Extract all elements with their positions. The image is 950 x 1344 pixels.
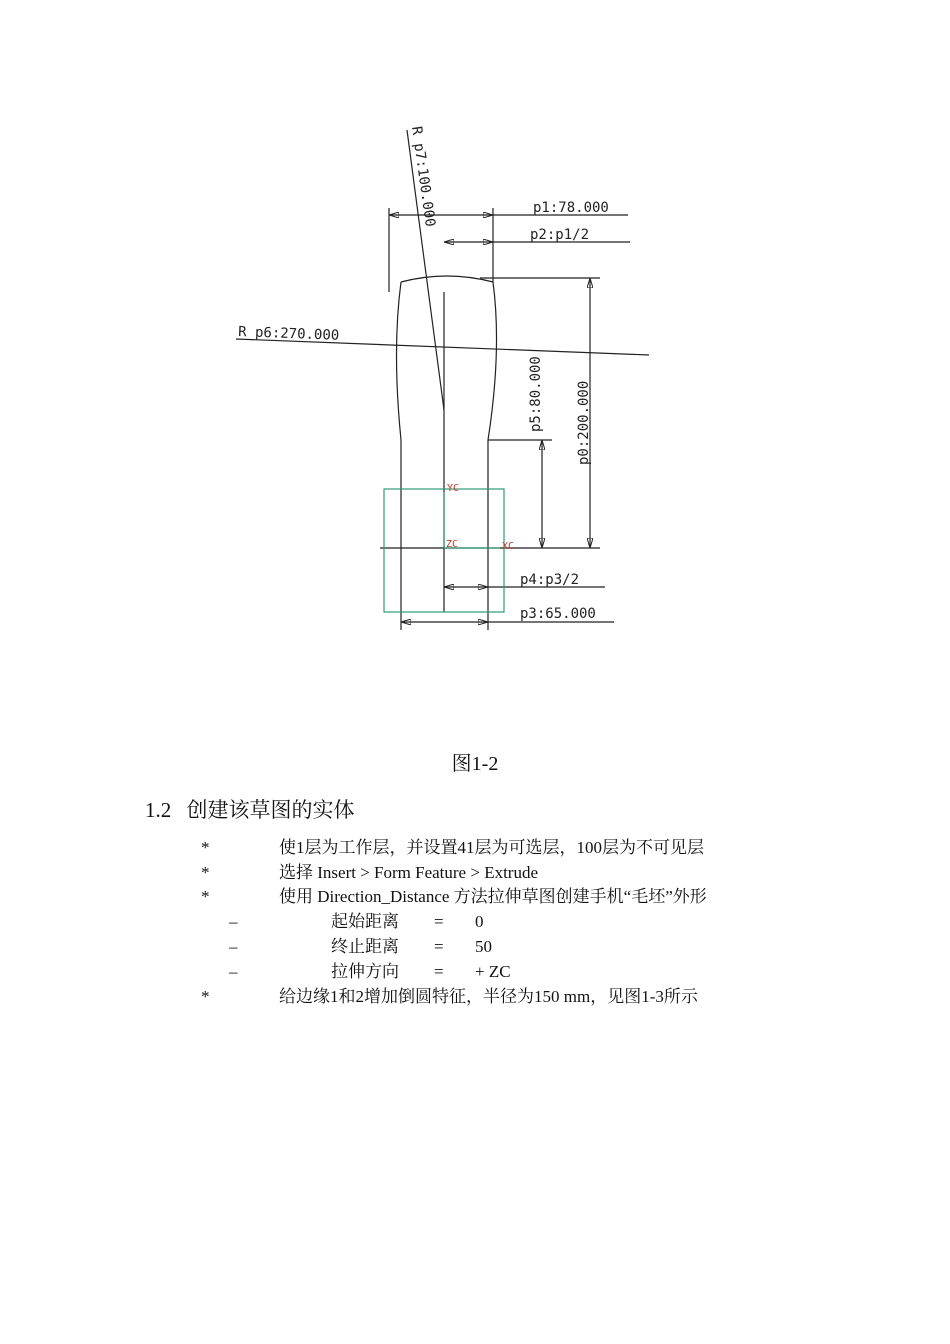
bullet-marker: * <box>201 838 210 857</box>
bullet-marker: * <box>201 887 210 906</box>
label-p5: p5:80.000 <box>528 356 544 432</box>
bullet-text: 给边缘1和2增加倒圆特征，半径为150 mm，见图1-3所示 <box>279 987 698 1006</box>
label-p3: p3:65.000 <box>520 606 596 622</box>
bullet-text: 使1层为工作层，并设置41层为可选层，100层为不可见层 <box>279 838 704 857</box>
param-marker: – <box>229 962 238 981</box>
label-r-p7: R p7:100.000 <box>408 125 438 228</box>
axis-label-xc: XC <box>502 541 515 552</box>
param-equals: = <box>434 962 444 981</box>
param-value: 50 <box>475 937 492 956</box>
param-equals: = <box>434 937 444 956</box>
figure-caption: 图1-2 <box>451 753 499 775</box>
param-name: 起始距离 <box>331 912 399 931</box>
outline-left <box>397 282 402 630</box>
axis-label-yc: YC <box>447 483 460 494</box>
label-p1: p1:78.000 <box>533 200 609 216</box>
bullet-text: 使用 Direction_Distance 方法拉伸草图创建手机“毛坯”外形 <box>279 887 707 906</box>
param-equals: = <box>434 912 444 931</box>
bullet-text: 选择 Insert > Form Feature > Extrude <box>279 863 539 882</box>
section-number: 1.2 <box>145 798 172 822</box>
label-p0: p0:200.000 <box>576 380 592 465</box>
outline-right <box>488 282 497 630</box>
param-marker: – <box>229 937 238 956</box>
outline-top <box>401 276 493 282</box>
bullet-marker: * <box>201 863 210 882</box>
label-p4: p4:p3/2 <box>520 572 580 588</box>
label-p2: p2:p1/2 <box>530 227 590 243</box>
label-r-p6: R p6:270.000 <box>237 324 340 344</box>
section-title: 创建该草图的实体 <box>186 798 355 822</box>
param-value: 0 <box>475 912 484 931</box>
param-value: + ZC <box>475 962 511 981</box>
param-name: 拉伸方向 <box>331 962 399 981</box>
param-marker: – <box>229 912 238 931</box>
param-name: 终止距离 <box>331 937 399 956</box>
axis-label-zc: ZC <box>446 539 459 550</box>
bullet-marker: * <box>201 987 210 1006</box>
section-heading <box>145 794 355 824</box>
